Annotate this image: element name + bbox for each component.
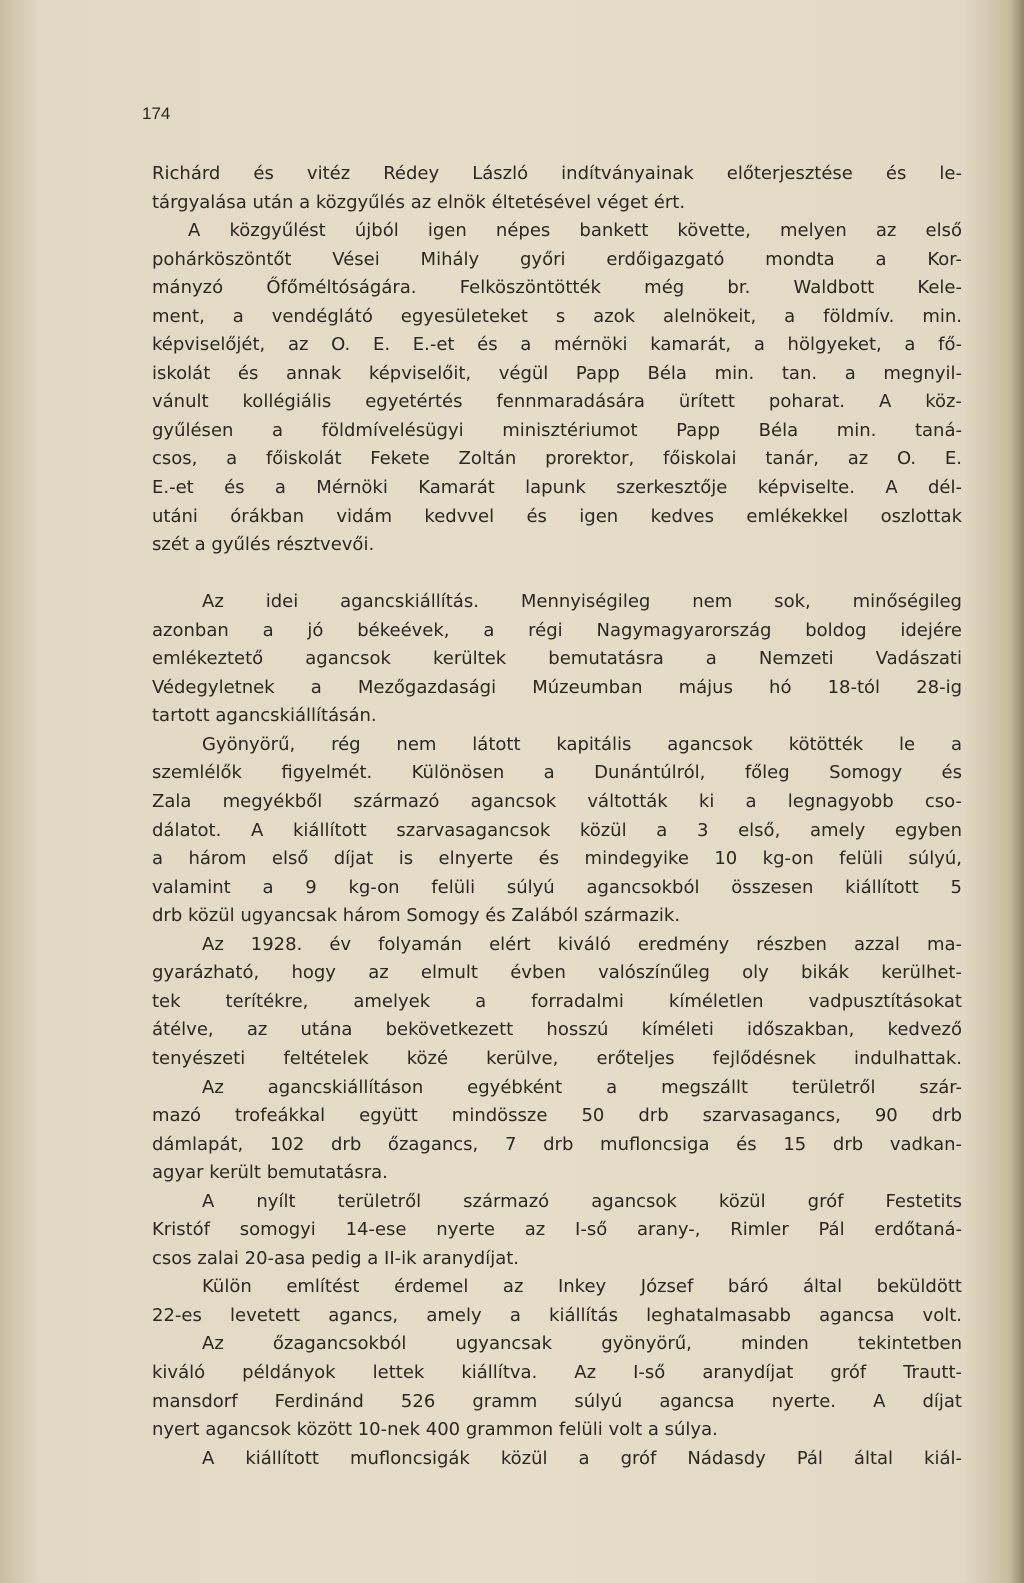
text-line: Az őzagancsokból ugyancsak gyönyörű, minden tekintetben <box>202 1333 962 1355</box>
text-line: Külön említést érdemel az Inkey József báró által beküldött <box>202 1276 962 1298</box>
text-line: tartott agancskiállításán. <box>152 705 377 727</box>
text-line: mányzó Őfőméltóságára. Felköszöntötték még br. Waldbott Kele- <box>152 277 962 299</box>
text-line <box>152 560 962 589</box>
text-line: kiváló példányok lettek kiállítva. Az I-ső aranydíjat gróf Trautt- <box>152 1361 962 1383</box>
body-text <box>152 160 962 1473</box>
text-line: Védegyletnek a Mezőgazdasági Múzeumban május hó 18-tól 28-ig <box>152 676 962 698</box>
text-line: azonban a jó békeévek, a régi Nagymagyarország boldog idejére <box>152 619 962 641</box>
text-line: A kiállított mufloncsigák közül a gróf Nádasdy Pál által kiál- <box>202 1447 962 1469</box>
text-line: emlékeztető agancsok kerültek bemutatásra a Nemzeti Vadászati <box>152 648 962 670</box>
text-line: Az agancskiállításon egyébként a megszállt területről szár- <box>202 1076 962 1098</box>
text-line: a három első díjat is elnyerte és mindegyike 10 kg-on felüli súlyú, <box>152 848 962 870</box>
text-line: Az idei agancskiállítás. Mennyiségileg nem sok, minőségileg <box>202 591 962 613</box>
text-line: szemlélők figyelmét. Különösen a Dunántúlról, főleg Somogy és <box>152 762 962 784</box>
text-line: 22-es levetett agancs, amely a kiállítás leghatalmasabb agancsa volt. <box>152 1304 962 1326</box>
text-line: nyert agancsok között 10-nek 400 grammon felüli volt a súlya. <box>152 1419 718 1441</box>
text-line: Gyönyörű, rég nem látott kapitális agancsok kötötték le a <box>202 733 962 755</box>
text-line: képviselőjét, az O. E. E.-et és a mérnöki kamarát, a hölgyeket, a fő- <box>152 334 962 356</box>
text-line: A nyílt területről származó agancsok közül gróf Festetits <box>202 1190 962 1212</box>
text-line: gyarázható, hogy az elmult évben valószínűleg oly bikák kerülhet- <box>152 962 962 984</box>
text-line: Kristóf somogyi 14-ese nyerte az I-ső arany-, Rimler Pál erdőtaná- <box>152 1219 962 1241</box>
text-line: Zala megyékből származó agancsok váltották ki a legnagyobb cso- <box>152 791 962 813</box>
text-line: átélve, az utána bekövetkezett hosszú kíméleti időszakban, kedvező <box>152 1019 962 1041</box>
text-line: A közgyűlést újból igen népes bankett követte, melyen az első <box>188 220 962 242</box>
text-line: Richárd és vitéz Rédey László indítványainak előterjesztése és le- <box>152 163 962 184</box>
text-line: E.-et és a Mérnöki Kamarát lapunk szerkesztője képviselte. A dél- <box>152 477 962 499</box>
text-line: pohárköszöntőt Vései Mihály győri erdőigazgató mondta a Kor- <box>152 248 962 270</box>
text-line: utáni órákban vidám kedvvel és igen kedves emlékekkel oszlottak <box>152 505 962 527</box>
text-line: dálatot. A kiállított szarvasagancsok közül a 3 első, amely egyben <box>152 819 962 841</box>
text-line: agyar került bemutatásra. <box>152 1162 388 1184</box>
text-line: mansdorf Ferdinánd 526 gramm súlyú agancsa nyerte. A díjat <box>152 1390 962 1412</box>
text-line: csos zalai 20-asa pedig a II-ik aranydíjat. <box>152 1247 520 1269</box>
text-line: tek terítékre, amelyek a forradalmi kíméletlen vadpusztításokat <box>152 990 962 1012</box>
text-line: tenyészeti feltételek közé kerülve, erőteljes fejlődésnek indulhattak. <box>152 1047 962 1069</box>
text-line: Az 1928. év folyamán elért kiváló eredmény részben azzal ma- <box>202 933 962 955</box>
text-line: tárgyalása után a közgyűlés az elnök éltetésével véget ért. <box>152 191 686 213</box>
text-line: mazó trofeákkal együtt mindössze 50 drb szarvasagancs, 90 drb <box>152 1105 962 1127</box>
text-line: vánult kollégiális egyetértés fennmaradására ürített poharat. A köz- <box>152 391 962 413</box>
page-number: 174 <box>142 104 171 123</box>
text-line: csos, a főiskolát Fekete Zoltán prorektor, főiskolai tanár, az O. E. <box>152 448 962 470</box>
text-line: iskolát és annak képviselőit, végül Papp Béla min. tan. a megnyil- <box>152 362 962 384</box>
text-line: gyűlésen a földmívelésügyi minisztériumot Papp Béla min. taná- <box>152 419 962 441</box>
text-line: ment, a vendéglátó egyesületeket s azok alelnökeit, a földmív. min. <box>152 305 962 327</box>
text-line: dámlapát, 102 drb őzagancs, 7 drb mufloncsiga és 15 drb vadkan- <box>152 1133 962 1155</box>
text-line: drb közül ugyancsak három Somogy és Zalából származik. <box>152 905 681 927</box>
text-line: valamint a 9 kg-on felüli súlyú agancsokból összesen kiállított 5 <box>152 876 962 898</box>
text-line: szét a gyűlés résztvevői. <box>152 534 375 556</box>
page-edge-shadow <box>1010 0 1024 1583</box>
